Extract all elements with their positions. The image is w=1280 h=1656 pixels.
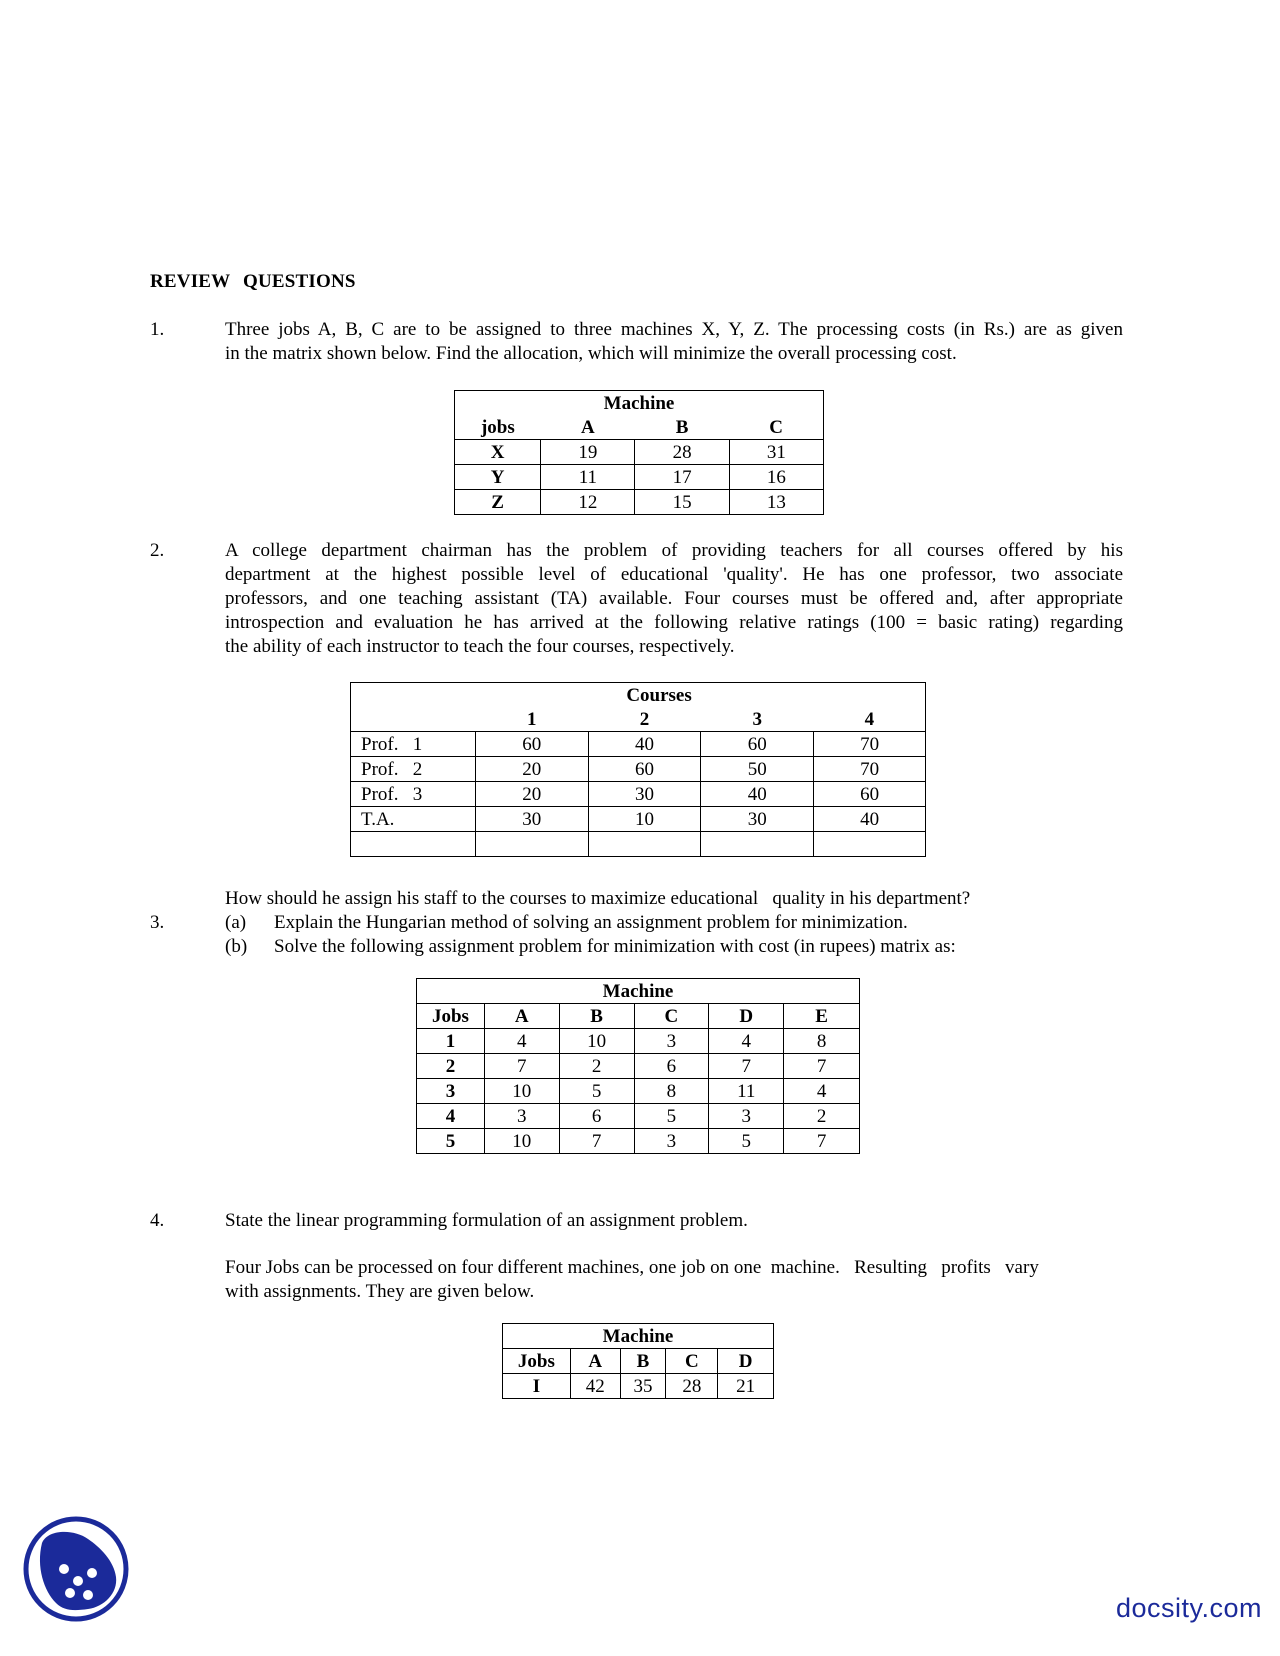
table-cell: 7: [709, 1054, 784, 1079]
question-2-line: professors, and one teaching assistant (TA) available. Four courses must be offered and, after appropriate: [225, 588, 1123, 609]
table-cell: 60: [814, 782, 926, 807]
row-label: Prof. 3: [351, 782, 476, 807]
question-1-number: 1.: [150, 319, 165, 340]
column-header: C: [634, 1004, 709, 1029]
table-cell: 3: [634, 1129, 709, 1154]
column-header: C: [769, 416, 783, 438]
table-cell: 40: [588, 732, 701, 757]
table-cell: 5: [709, 1129, 784, 1154]
row-label: Z: [455, 490, 541, 515]
table-row-empty: [351, 832, 926, 857]
table-cell: 5: [559, 1079, 634, 1104]
table-cell: 8: [784, 1029, 860, 1054]
column-header: 2: [639, 708, 650, 730]
table-cell: 17: [635, 465, 729, 490]
row-label: 1: [417, 1029, 485, 1054]
table-cell: 10: [588, 807, 701, 832]
column-header: B: [559, 1004, 634, 1029]
table-row: [503, 1374, 774, 1399]
row-label: Y: [455, 465, 541, 490]
table-row: [417, 1054, 860, 1079]
table-cell: 20: [475, 757, 588, 782]
question-4-paragraph: [225, 1256, 1123, 1304]
table-cell: 2: [559, 1054, 634, 1079]
question-3b: [225, 935, 956, 959]
question-1-line: in the matrix shown below. Find the allocation, which will minimize the overall processing cost.: [225, 343, 957, 364]
table-cell: 31: [729, 440, 823, 465]
table-cell: 70: [814, 732, 926, 757]
table-cell: 20: [475, 782, 588, 807]
question-3b-text: Solve the following assignment problem for minimization with cost (in rupees) matrix as:: [274, 936, 956, 957]
row-label: Prof. 2: [351, 757, 476, 782]
table-cell: 4: [709, 1029, 784, 1054]
row-label: 2: [417, 1054, 485, 1079]
row-label: I: [503, 1374, 571, 1399]
question-3a-text: Explain the Hungarian method of solving an assignment problem for minimization.: [274, 912, 908, 933]
table-cell: 70: [814, 757, 926, 782]
column-header: D: [709, 1004, 784, 1029]
table-title: Machine: [503, 1324, 774, 1349]
question-3b-label: (b): [225, 936, 248, 957]
table-cell: 10: [484, 1129, 559, 1154]
column-header: 3: [752, 708, 763, 730]
table-cell: 4: [484, 1029, 559, 1054]
question-2-line: department at the highest possible level of educational 'quality'. He has one professor, two associate: [225, 564, 1123, 585]
table-cell: 3: [709, 1104, 784, 1129]
question-3-cost-table: [416, 978, 860, 1154]
table-cell: 60: [701, 732, 814, 757]
column-header: A: [484, 1004, 559, 1029]
table-cell: 40: [701, 782, 814, 807]
column-header: E: [784, 1004, 860, 1029]
table-row: [455, 465, 824, 490]
table-cell: 60: [475, 732, 588, 757]
table-cell: 35: [620, 1374, 666, 1399]
question-1-cost-table: [454, 390, 824, 515]
section-heading: REVIEW QUESTIONS: [150, 271, 356, 292]
table-cell: 5: [634, 1104, 709, 1129]
table-cell: 10: [559, 1029, 634, 1054]
table-row: [455, 440, 824, 465]
table-cell: 7: [784, 1129, 860, 1154]
table-row: [351, 757, 926, 782]
row-label: X: [455, 440, 541, 465]
question-4-number: 4.: [150, 1210, 165, 1231]
question-2-ratings-table: [350, 682, 926, 857]
table-title: Machine: [603, 392, 675, 414]
table-cell: 4: [784, 1079, 860, 1104]
table-cell: 3: [634, 1029, 709, 1054]
question-4-line: with assignments. They are given below.: [225, 1281, 535, 1302]
row-label: 5: [417, 1129, 485, 1154]
question-3a-label: (a): [225, 912, 247, 933]
table-title: Courses: [626, 684, 692, 706]
question-2-text: [225, 539, 1123, 659]
column-header: B: [620, 1349, 666, 1374]
table-cell: 6: [634, 1054, 709, 1079]
table-cell: 6: [559, 1104, 634, 1129]
row-label: Prof. 1: [351, 732, 476, 757]
question-4-line: Four Jobs can be processed on four different machines, one job on one machine. Resulting profits vary: [225, 1257, 1039, 1278]
table-cell: 10: [484, 1079, 559, 1104]
table-cell: 12: [541, 490, 635, 515]
row-label: T.A.: [351, 807, 476, 832]
table-cell: 11: [709, 1079, 784, 1104]
table-cell: 3: [484, 1104, 559, 1129]
column-header: 1: [526, 708, 537, 730]
question-2-followup: How should he assign his staff to the courses to maximize educational quality in his department?: [225, 888, 971, 909]
question-4-profit-table: [502, 1323, 774, 1399]
question-2-line: the ability of each instructor to teach the four courses, respectively.: [225, 636, 735, 657]
table-cell: 42: [570, 1374, 620, 1399]
table-cell: 28: [666, 1374, 718, 1399]
column-header: D: [718, 1349, 774, 1374]
column-header: 4: [864, 708, 875, 730]
table-cell: 7: [484, 1054, 559, 1079]
table-cell: 11: [541, 465, 635, 490]
docsity-brand-text[interactable]: docsity.com: [1115, 1593, 1262, 1623]
question-2-line: A college department chairman has the problem of providing teachers for all courses offered by his: [225, 540, 1123, 561]
row-label: 3: [417, 1079, 485, 1104]
column-header: B: [675, 416, 689, 438]
table-cell: 19: [541, 440, 635, 465]
table-cell: 30: [475, 807, 588, 832]
table-cell: 7: [784, 1054, 860, 1079]
table-cell: 16: [729, 465, 823, 490]
table-corner-header: Jobs: [503, 1349, 571, 1374]
table-cell: 21: [718, 1374, 774, 1399]
table-cell: 8: [634, 1079, 709, 1104]
question-2-number: 2.: [150, 540, 165, 561]
row-label: 4: [417, 1104, 485, 1129]
table-cell: 60: [588, 757, 701, 782]
table-cell: 7: [559, 1129, 634, 1154]
question-3-number: 3.: [150, 912, 165, 933]
question-4-text: State the linear programming formulation of an assignment problem.: [225, 1210, 748, 1231]
table-row: [351, 732, 926, 757]
column-header: A: [570, 1349, 620, 1374]
table-cell: 13: [729, 490, 823, 515]
table-row: [417, 1079, 860, 1104]
question-1-line: Three jobs A, B, C are to be assigned to three machines X, Y, Z. The processing costs (in Rs.) are as given: [225, 319, 1123, 340]
table-cell: 15: [635, 490, 729, 515]
table-corner-header: jobs: [480, 416, 515, 438]
table-row: [417, 1104, 860, 1129]
table-cell: 28: [635, 440, 729, 465]
question-3a: [225, 911, 908, 935]
table-cell: 2: [784, 1104, 860, 1129]
table-cell: 30: [588, 782, 701, 807]
column-header: C: [666, 1349, 718, 1374]
column-header: A: [580, 416, 595, 438]
table-row: [351, 807, 926, 832]
table-row: [417, 1029, 860, 1054]
docsity-logo-icon: [22, 1515, 130, 1623]
table-cell: 40: [814, 807, 926, 832]
question-2-line: introspection and evaluation he has arrived at the following relative ratings (100 = basic rating) regarding: [225, 612, 1123, 633]
table-title: Machine: [417, 979, 860, 1004]
table-cell: 50: [701, 757, 814, 782]
table-cell: 30: [701, 807, 814, 832]
table-row: [351, 782, 926, 807]
table-row: [455, 490, 824, 515]
table-row: [417, 1129, 860, 1154]
question-1-text: [225, 318, 1123, 366]
table-corner-header: Jobs: [417, 1004, 485, 1029]
